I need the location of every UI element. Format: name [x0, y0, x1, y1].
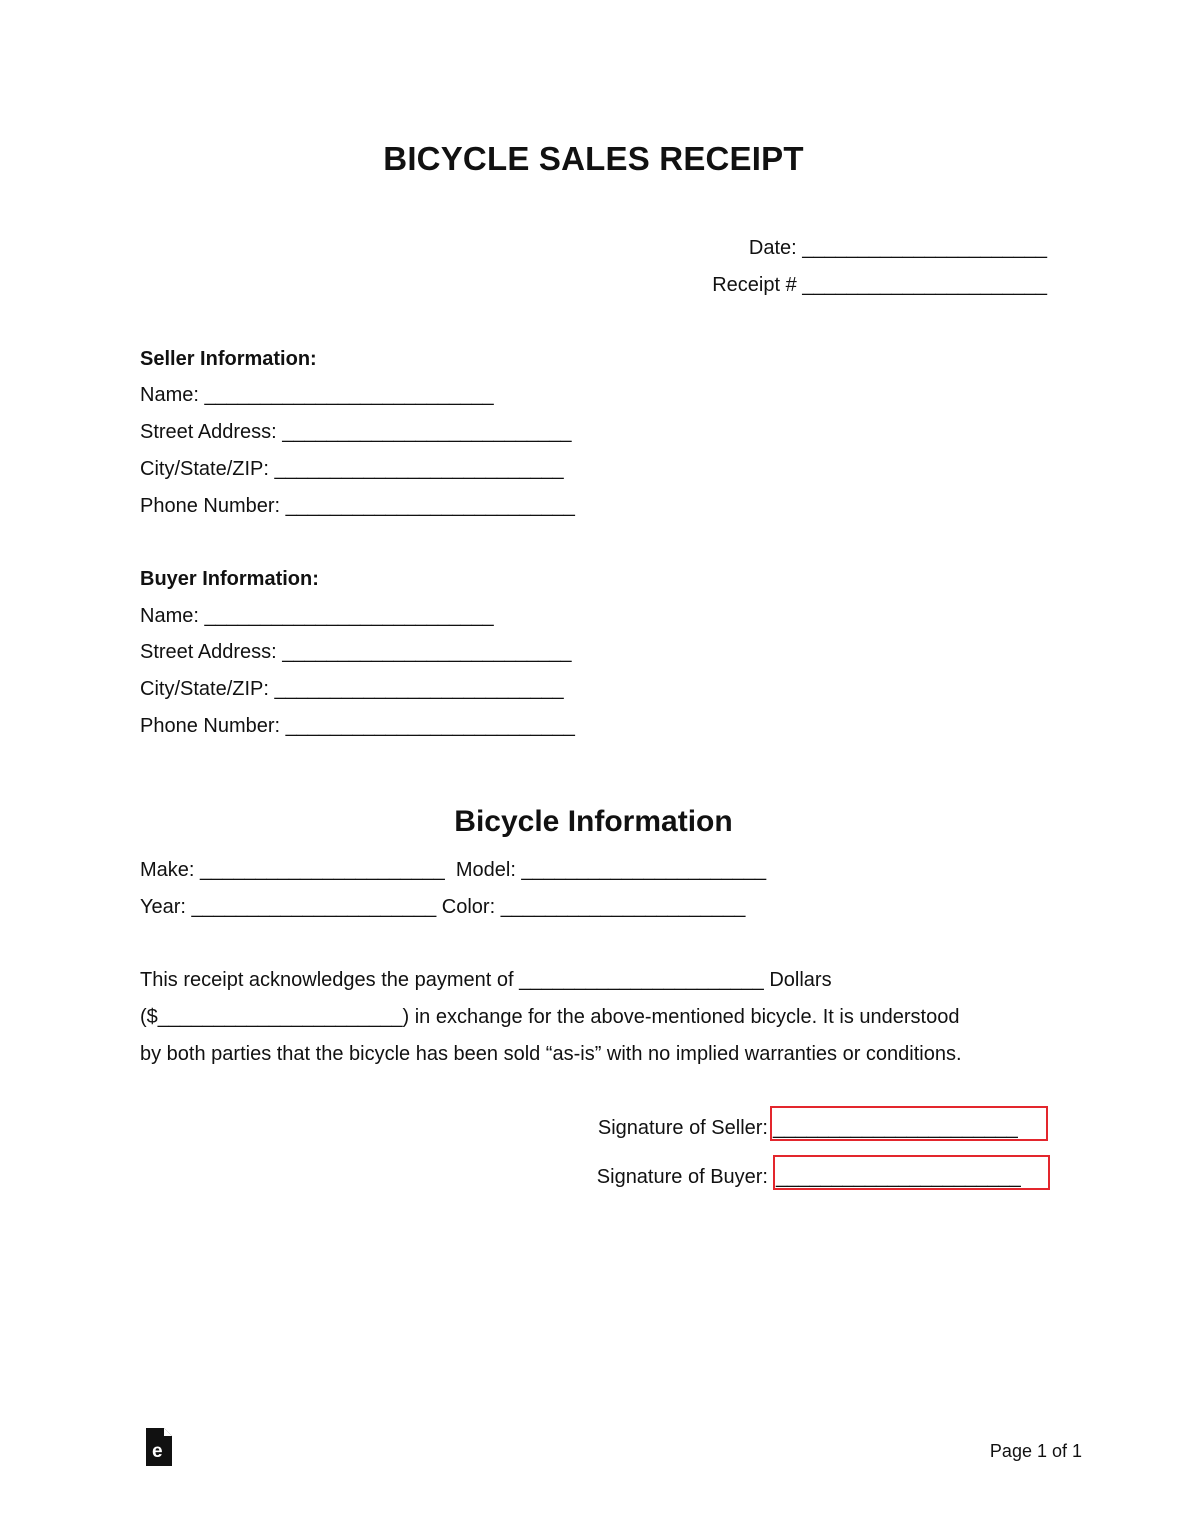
- seller-signature-field[interactable]: [770, 1106, 1048, 1141]
- acknowledgement-line-1[interactable]: This receipt acknowledges the payment of ______________________ Dollars: [140, 969, 832, 991]
- buyer-name-field[interactable]: Name: __________________________: [140, 605, 494, 627]
- buyer-signature-line: ______________________: [776, 1166, 1021, 1188]
- seller-city-field[interactable]: City/State/ZIP: __________________________: [140, 458, 564, 480]
- brand-logo-icon: [146, 1428, 172, 1466]
- bicycle-heading: Bicycle Information: [454, 805, 733, 838]
- seller-phone-field[interactable]: Phone Number: __________________________: [140, 495, 575, 517]
- acknowledgement-line-2[interactable]: ($______________________) in exchange for the above-mentioned bicycle. It is understood: [140, 1006, 960, 1028]
- seller-street-field[interactable]: Street Address: __________________________: [140, 421, 572, 443]
- seller-signature-label: Signature of Seller:: [597, 1117, 768, 1139]
- acknowledgement-line-3: by both parties that the bicycle has been sold “as-is” with no implied warranties or conditions.: [140, 1043, 962, 1065]
- seller-signature-line: ______________________: [773, 1117, 1018, 1139]
- buyer-phone-field[interactable]: Phone Number: __________________________: [140, 715, 575, 737]
- page-title: BICYCLE SALES RECEIPT: [383, 140, 804, 177]
- seller-heading: Seller Information:: [140, 348, 317, 370]
- buyer-city-field[interactable]: City/State/ZIP: __________________________: [140, 678, 564, 700]
- buyer-signature-label: Signature of Buyer:: [596, 1166, 768, 1188]
- year-color-field[interactable]: Year: ______________________ Color: ______________________: [140, 896, 746, 918]
- buyer-signature-field[interactable]: [773, 1155, 1050, 1190]
- brand-logo-letter: e: [152, 1441, 163, 1462]
- receipt-number-field[interactable]: Receipt # ______________________: [712, 274, 1047, 296]
- page-number: Page 1 of 1: [989, 1441, 1082, 1461]
- date-field[interactable]: Date: ______________________: [748, 237, 1047, 259]
- buyer-heading: Buyer Information:: [140, 568, 319, 590]
- seller-name-field[interactable]: Name: __________________________: [140, 384, 494, 406]
- make-model-field[interactable]: Make: ______________________ Model: ______________________: [140, 859, 767, 881]
- buyer-street-field[interactable]: Street Address: __________________________: [140, 641, 572, 663]
